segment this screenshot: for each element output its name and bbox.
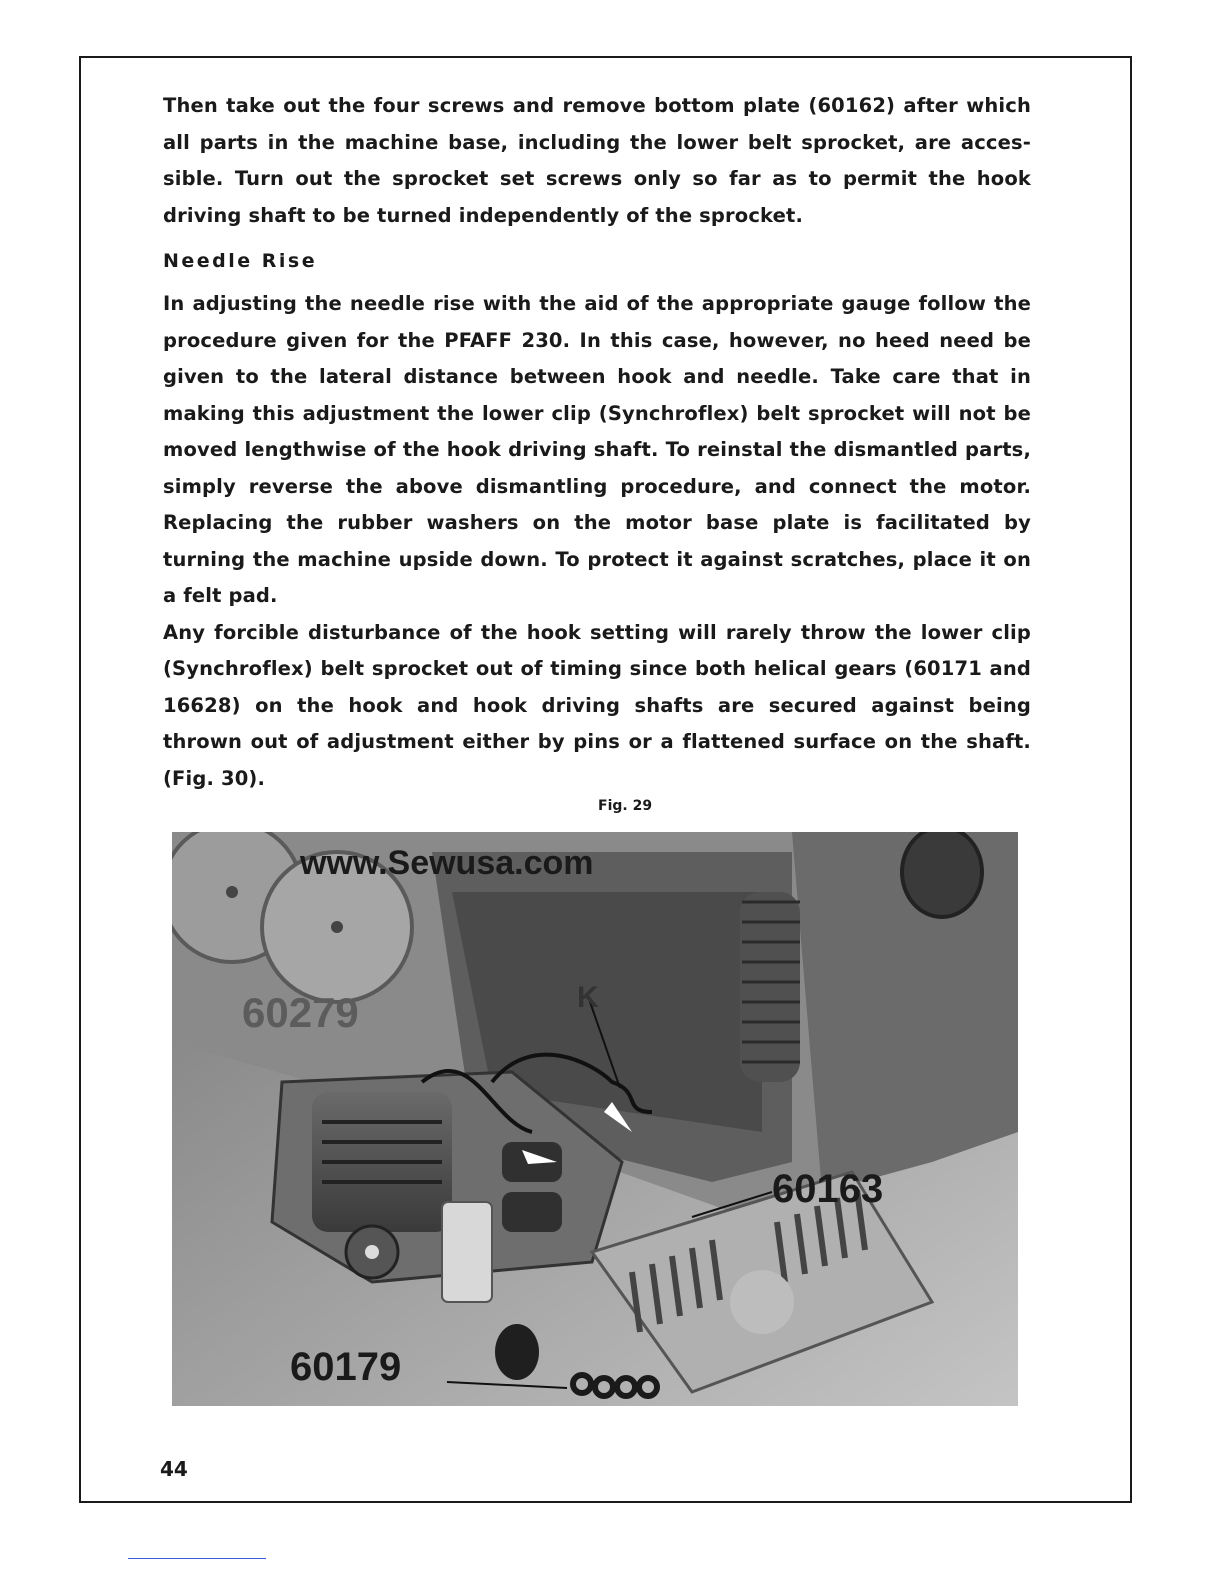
page-number: 44 — [160, 1457, 188, 1481]
figure-caption: Fig. 29 — [598, 798, 653, 814]
footer-link-underline — [128, 1558, 266, 1559]
paragraph-hook-setting: Any forcible disturbance of the hook setting will rarely throw the lower clip (Synchroflex) belt sprocket out of timing since both helical gears (60171 and 16628) on the hook and hook driving shafts are secured against being thrown out of adjustment either by pins or a flattened surface on the shaft. (Fig. 30). — [163, 620, 1031, 790]
label-60179: 60179 — [290, 1345, 402, 1389]
machine-base-photo — [172, 832, 1018, 1406]
rubber-foot — [495, 1324, 539, 1380]
label-60163: 60163 — [772, 1167, 884, 1211]
section-heading-needle-rise: Needle Rise — [163, 250, 318, 272]
watermark: www.Sewusa.com — [300, 844, 594, 882]
paragraph-needle-rise: In adjusting the needle rise with the aid of the appropriate gauge follow the procedure given for the PFAFF 230. In this case, however, no heed need be given to the lateral distance between hook and needle. Take care that in making this adjustment the lower clip (Synchroflex) belt sprocket will not be moved lengthwise of the hook driving shaft. To reinstal the dismantled parts, simply reverse the above dismantling procedure, and connect the motor. Replacing the rubber washers on the motor base plate is facilitated by turning the machine upside down. To protect it against scratches, place it on a felt pad. — [163, 292, 1031, 607]
handwheel — [902, 832, 982, 917]
label-60279: 60279 — [242, 989, 359, 1036]
text-body — [163, 88, 1031, 797]
label-k: K — [577, 981, 599, 1014]
paragraph-bottom-plate: Then take out the four screws and remove bottom plate (60162) after which all parts in the machine base, including the lower belt sprocket, are acces- sible. Turn out the sprocket set screws only so far as to permit the hook driving shaft to be turned independently of the sprocket. — [163, 94, 1031, 227]
